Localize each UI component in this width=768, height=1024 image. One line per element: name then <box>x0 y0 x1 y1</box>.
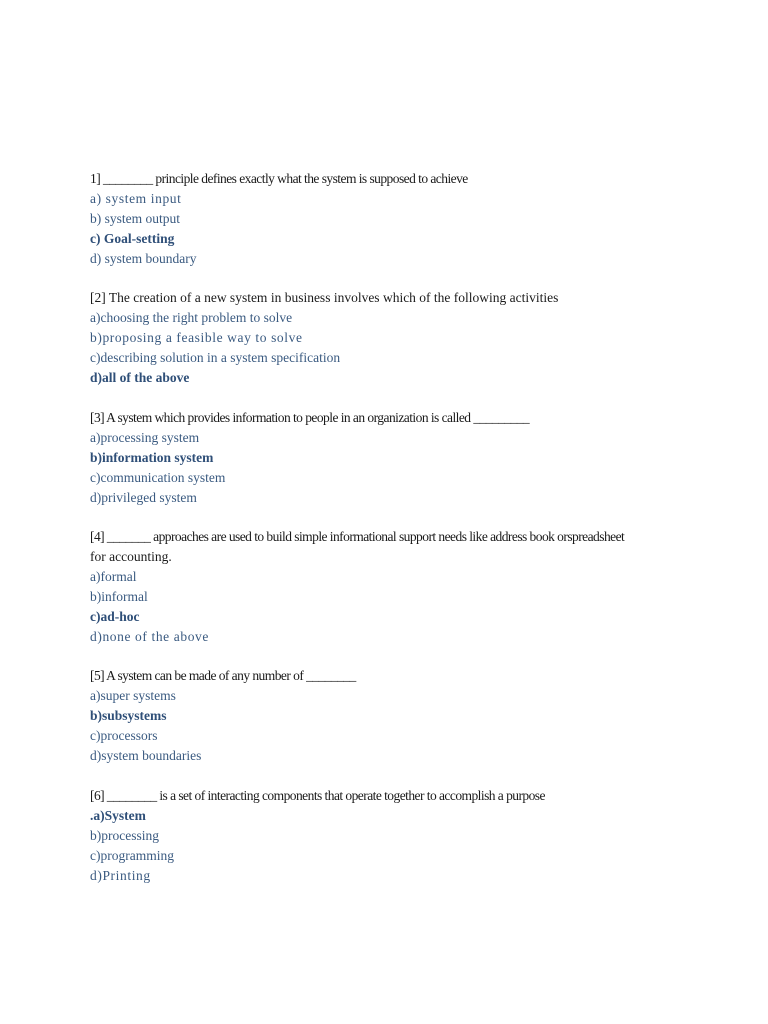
option-a: a)choosing the right problem to solve <box>90 310 293 325</box>
option-a: a)formal <box>90 569 137 584</box>
question-text: [6] ________ is a set of interacting components that operate together to accomplish a purpose <box>90 788 545 803</box>
question-text: 1] ________ principle defines exactly what the system is supposed to achieve <box>90 171 468 186</box>
question-3 <box>90 408 690 508</box>
option-d: d)Printing <box>90 868 151 883</box>
option-c: c)processors <box>90 728 158 743</box>
option-d: d)none of the above <box>90 629 209 644</box>
option-b-correct: b)subsystems <box>90 708 167 723</box>
option-c: c)programming <box>90 848 174 863</box>
option-b: b)informal <box>90 589 148 604</box>
option-d: d)privileged system <box>90 490 197 505</box>
option-a: a)processing system <box>90 430 200 445</box>
question-text-line-1: [4] _______ approaches are used to build simple informational support needs like address book orspreadsheet <box>90 529 625 544</box>
option-a: a)super systems <box>90 688 176 703</box>
question-1 <box>90 169 690 269</box>
question-6 <box>90 786 690 886</box>
option-c: c)communication system <box>90 470 226 485</box>
question-text: [3] A system which provides information to people in an organization is called _________ <box>90 410 530 425</box>
question-text: [5] A system can be made of any number of ________ <box>90 668 356 683</box>
option-d: d)system boundaries <box>90 748 202 763</box>
option-a-correct: .a)System <box>90 808 146 823</box>
option-c: c)describing solution in a system specification <box>90 350 341 365</box>
question-2 <box>90 288 690 388</box>
option-b: b)processing <box>90 828 159 843</box>
question-text-line-2: for accounting. <box>90 549 172 564</box>
question-4 <box>90 527 700 647</box>
option-a: a) system input <box>90 191 182 206</box>
option-d: d) system boundary <box>90 251 197 266</box>
option-b: b)proposing a feasible way to solve <box>90 330 303 345</box>
question-text: [2] The creation of a new system in business involves which of the following activities <box>90 290 559 305</box>
option-b-correct: b)information system <box>90 450 214 465</box>
option-c-correct: c)ad-hoc <box>90 609 140 624</box>
question-5 <box>90 666 690 766</box>
option-d-correct: d)all of the above <box>90 370 190 385</box>
option-b: b) system output <box>90 211 180 226</box>
option-c-correct: c) Goal-setting <box>90 231 175 246</box>
